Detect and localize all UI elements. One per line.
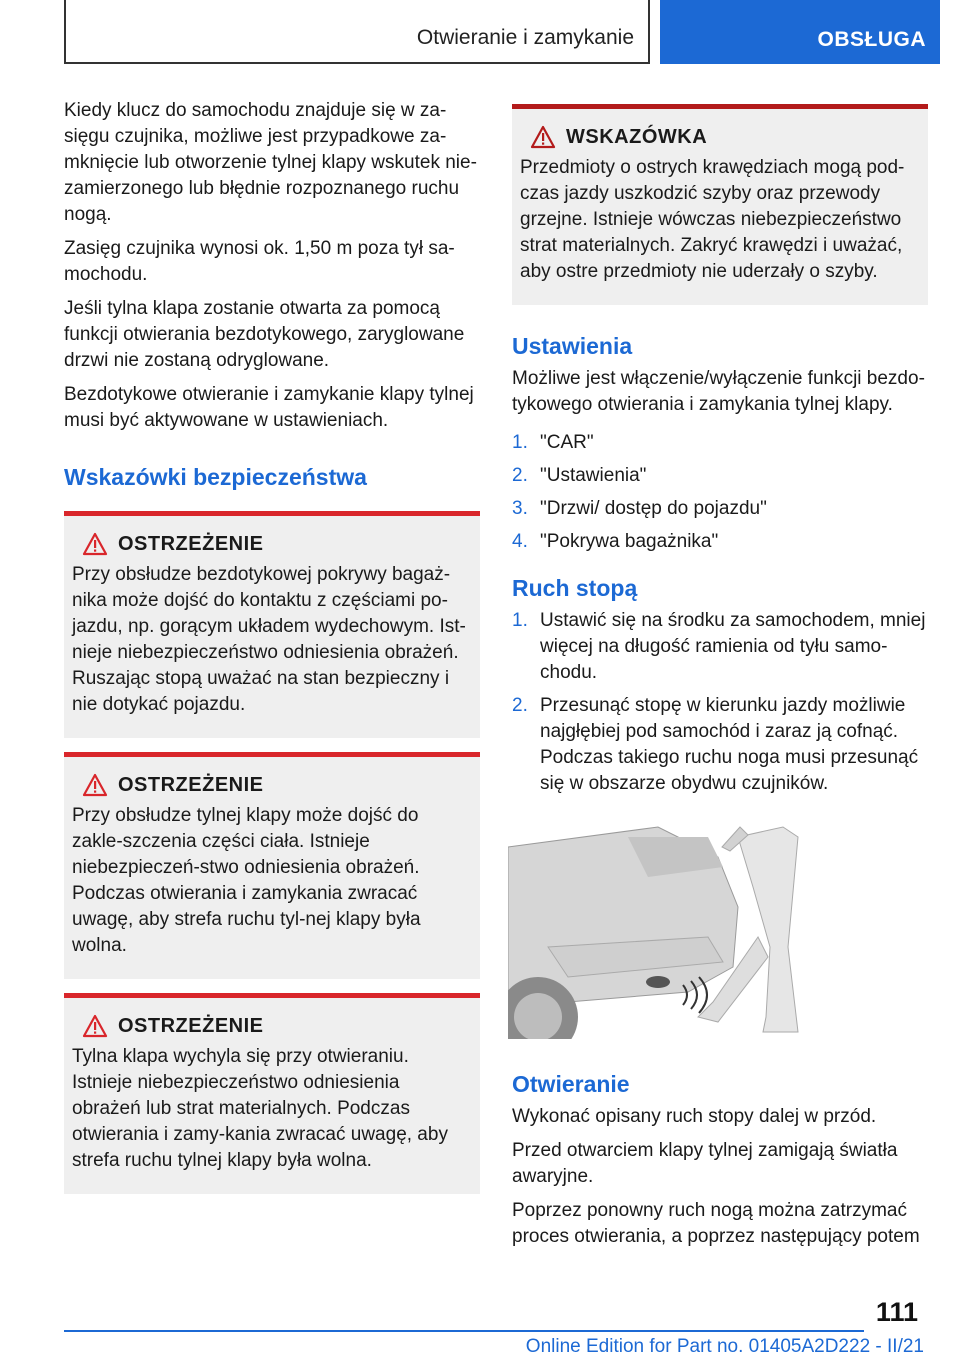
- foot-heading: Ruch stopą: [512, 575, 638, 601]
- safety-heading: Wskazówki bezpieczeństwa: [64, 464, 367, 490]
- settings-steps: [512, 430, 928, 555]
- settings-text: Możliwe jest włączenie/wyłączenie funkcji bezdo-tykowego otwierania i zamykania tylnej klapy.: [512, 368, 925, 415]
- car-rear-foot-illustration: [508, 817, 818, 1039]
- warning-text: Tylna klapa wychyla się przy otwieraniu. Istnieje niebezpieczeństwo odniesienia obrażeń lub strat materialnych. Podczas otwierania i zamy-kania zwracać uwagę, aby strefa ruchu tylnej klapy była wolna.: [72, 1046, 448, 1171]
- paragraph: Jeśli tylna klapa zostanie otwarta za pomocą funkcji otwierania bezdotykowego, zaryglowane drzwi nie zostaną odryglowane.: [64, 298, 465, 371]
- notice-title: WSKAZÓWKA: [566, 125, 708, 148]
- kick-sensor-illustration: [508, 817, 818, 1039]
- paragraph: Wykonać opisany ruch stopy dalej w przód.: [512, 1106, 877, 1127]
- warning-text: Przy obsłudze bezdotykowej pokrywy bagaż-nika może dojść do kontaktu z częściami po-jazdu, np. gorącym układem wydechowym. Ist-nieje niebezpieczeństwo odniesienia obrażeń. Ruszając stopą uważać na stan bezpieczny i nie dotykać pojazdu.: [72, 564, 466, 715]
- footer-divider: [64, 1330, 864, 1332]
- warning-triangle-icon: [530, 125, 556, 149]
- header-section: [64, 0, 650, 64]
- warning-title: OSTRZEŻENIE: [118, 1014, 264, 1037]
- header-chapter-tab: [660, 0, 940, 64]
- warning-text: Przy obsłudze tylnej klapy może dojść do zakle-szczenia części ciała. Istnieje niebezpieczeń-stwo odniesienia obrażeń. Podczas otwierania i zamykania zwracać uwagę, aby strefa ruchu tyl-nej klapy była wolna.: [72, 805, 421, 956]
- foot-steps: [512, 608, 928, 797]
- list-item: 1. Ustawić się na środku za samochodem, mniej więcej na długość ramienia od tyłu samo-chodu.: [512, 610, 926, 683]
- paragraph: Poprzez ponowny ruch nogą można zatrzymać proces otwierania, a poprzez następujący potem: [512, 1200, 920, 1247]
- notice-box: [512, 104, 928, 305]
- warning-box: [64, 993, 480, 1194]
- list-item: 3. "Drzwi/ dostęp do pojazdu": [512, 498, 767, 519]
- settings-heading: Ustawienia: [512, 333, 633, 359]
- right-column: [512, 98, 928, 1258]
- warning-triangle-icon: [82, 773, 108, 797]
- chapter-title: OBSŁUGA: [817, 28, 926, 51]
- warning-box: [64, 511, 480, 738]
- list-item: 2. "Ustawienia": [512, 465, 647, 486]
- paragraph: Przed otwarciem klapy tylnej zamigają światła awaryjne.: [512, 1140, 898, 1187]
- warning-triangle-icon: [82, 1014, 108, 1038]
- paragraph: Bezdotykowe otwieranie i zamykanie klapy tylnej musi być aktywowane w ustawieniach.: [64, 384, 474, 431]
- section-title: Otwieranie i zamykanie: [416, 26, 634, 49]
- page-number: 111: [875, 1297, 918, 1327]
- footer-edition: Online Edition for Part no. 01405A2D222 - II/21: [525, 1336, 924, 1357]
- warning-box: [64, 752, 480, 979]
- list-item: 1. "CAR": [512, 432, 594, 453]
- paragraph: Kiedy klucz do samochodu znajduje się w za-sięgu czujnika, możliwe jest przypadkowe za-mknięcie lub otworzenie tylnej klapy wskutek nie-zamierzonego lub błędnie rozpoznanego ruchu nogą.: [64, 100, 477, 225]
- notice-text: Przedmioty o ostrych krawędziach mogą pod-czas jazdy uszkodzić szyby oraz przewody grzejne. Istnieje wówczas niebezpieczeństwo strat materialnych. Zakryć krawędzi i uważać, aby ostre przedmioty nie uderzały o szyby.: [520, 157, 905, 282]
- left-column: [64, 98, 480, 1194]
- list-item: 4. "Pokrywa bagażnika": [512, 531, 719, 552]
- warning-triangle-icon: [82, 532, 108, 556]
- opening-heading: Otwieranie: [512, 1071, 630, 1097]
- paragraph: Zasięg czujnika wynosi ok. 1,50 m poza tył sa-mochodu.: [64, 238, 455, 285]
- list-item: 2. Przesunąć stopę w kierunku jazdy możliwie najgłębiej pod samochód i zaraz ją cofnąć. Podczas takiego ruchu noga musi przesunąć się w obszarze obydwu czujników.: [512, 695, 919, 794]
- warning-title: OSTRZEŻENIE: [118, 773, 264, 796]
- warning-title: OSTRZEŻENIE: [118, 532, 264, 555]
